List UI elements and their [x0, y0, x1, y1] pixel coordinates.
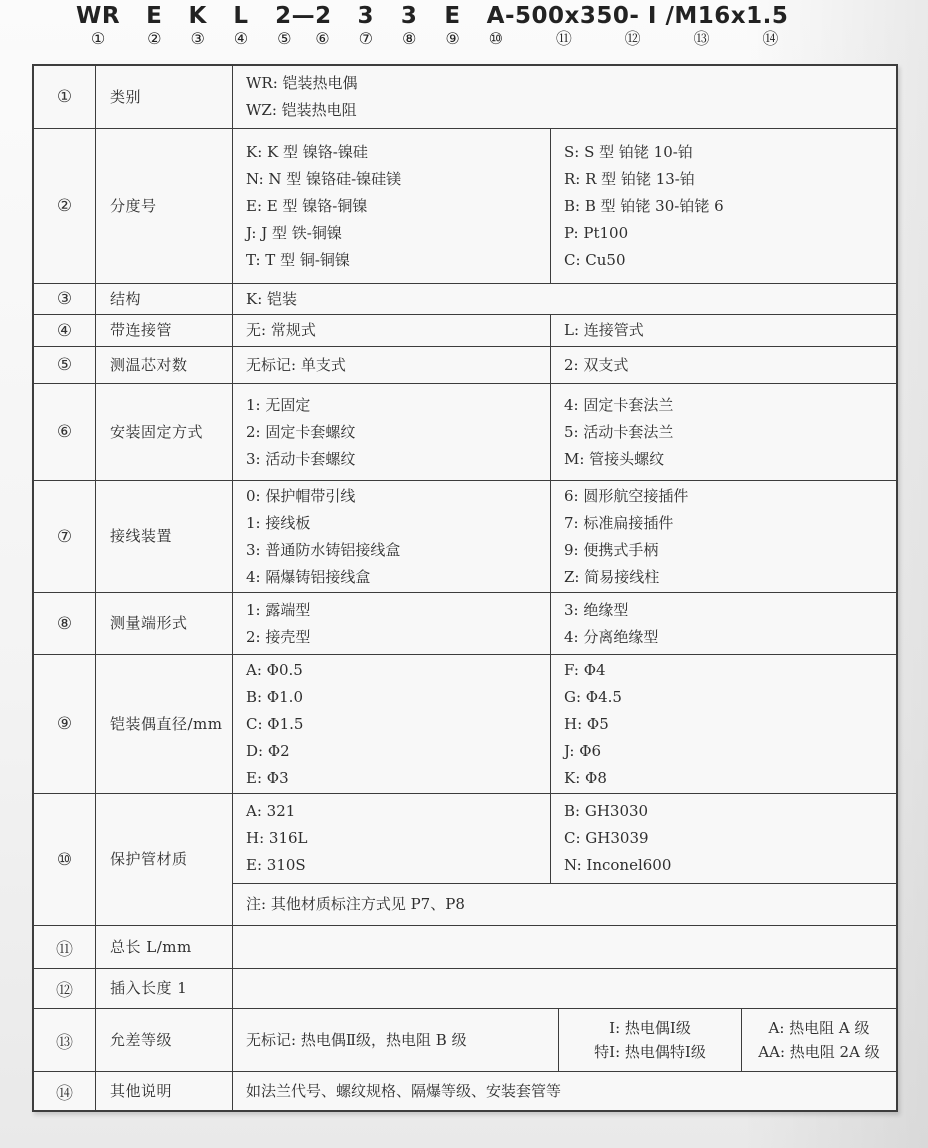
- note-text: 注: 其他材质标注方式见 P7、P8: [246, 895, 465, 913]
- options-left: [233, 655, 551, 793]
- row-label: [96, 969, 233, 1008]
- row-label: [96, 129, 233, 283]
- options-left: [233, 794, 551, 883]
- code-number-row: [76, 29, 120, 48]
- spec-table: [32, 64, 898, 1112]
- row-label-text: 类别: [110, 87, 142, 106]
- row-content: [233, 66, 896, 128]
- code-number: ②: [147, 29, 162, 48]
- option-item: Z: 简易接线柱: [564, 567, 660, 586]
- code-segment: [400, 3, 418, 48]
- option-item: 1: 无固定: [246, 395, 311, 414]
- row-number-glyph: ⑨: [56, 714, 73, 734]
- row-content: [233, 926, 896, 968]
- option-item: C: GH3039: [564, 829, 649, 847]
- option-item: L: 连接管式: [564, 321, 644, 339]
- table-row: [34, 969, 896, 1009]
- code-number: ⑧: [401, 29, 417, 48]
- row-label: [96, 1009, 233, 1071]
- row-content: [233, 1072, 896, 1110]
- options-right: [551, 794, 896, 883]
- tolerance-default: [233, 1009, 559, 1071]
- row-number-glyph: ③: [56, 289, 73, 309]
- row-label-text: 带连接管: [110, 321, 173, 339]
- tolerance-rtd: [742, 1009, 896, 1071]
- option-item: 无标记: 单支式: [246, 355, 346, 374]
- option-item: 无: 常规式: [246, 321, 316, 339]
- row-label: [96, 655, 233, 793]
- option-item: B: B 型 铂铑 30-铂铑 6: [564, 196, 724, 215]
- table-row: [34, 66, 896, 129]
- options-right: [551, 384, 896, 480]
- option-item: A: 热电阻 A 级: [768, 1019, 870, 1037]
- row-number-glyph: ⑤: [56, 355, 73, 375]
- option-item: S: S 型 铂铑 10-铂: [564, 142, 693, 161]
- option-item: H: 316L: [246, 829, 308, 847]
- row-number: [34, 129, 96, 283]
- code-number: ⑥: [315, 29, 330, 48]
- option-item: 无标记: 热电偶Ⅱ级，热电阻 B 级: [246, 1030, 467, 1049]
- table-row: [34, 284, 896, 315]
- option-item: K: 铠装: [246, 289, 298, 308]
- row-label: [96, 315, 233, 346]
- row-number-glyph: ②: [56, 196, 73, 216]
- row-content: [233, 315, 896, 346]
- code-number: ④: [233, 29, 249, 48]
- code-number: ③: [190, 29, 205, 48]
- table-row: [34, 655, 896, 794]
- option-item: C: Φ1.5: [246, 714, 304, 733]
- table-row: [34, 794, 896, 926]
- code-segment-text: A-500x350- Ⅰ /M16x1.5: [486, 3, 789, 29]
- row-number-glyph: ⑥: [56, 422, 73, 442]
- row-content: [233, 794, 896, 925]
- row-number-glyph: ⑪: [56, 939, 73, 960]
- row-content: [233, 593, 896, 654]
- row-number: [34, 284, 96, 314]
- table-row: [34, 384, 896, 481]
- row-label-text: 保护管材质: [110, 850, 188, 868]
- option-item: 0: 保护帽带引线: [246, 486, 356, 505]
- table-row: [34, 1072, 896, 1110]
- code-number: ①: [90, 29, 106, 48]
- options-left: [233, 481, 551, 592]
- row-label-text: 总长 L/mm: [110, 937, 192, 956]
- code-number-row: [188, 29, 206, 48]
- code-segment: [188, 3, 206, 48]
- table-row: [34, 347, 896, 384]
- row-label-text: 接线装置: [110, 527, 173, 545]
- row-label-text: 分度号: [110, 196, 157, 215]
- row-number: [34, 1009, 96, 1071]
- option-item: 3: 普通防水铸铝接线盒: [246, 540, 401, 559]
- row-content: [233, 284, 896, 314]
- option-item: 2: 双支式: [564, 355, 629, 374]
- option-item: 7: 标准扁接插件: [564, 513, 674, 532]
- row-label-text: 测量端形式: [110, 614, 188, 632]
- row-label-text: 测温芯对数: [110, 355, 188, 374]
- table-row: [34, 926, 896, 969]
- row-number: [34, 794, 96, 925]
- row-number-glyph: ①: [56, 87, 73, 107]
- options-right: [551, 481, 896, 592]
- option-item: 4: 分离绝缘型: [564, 627, 659, 646]
- row-number: [34, 481, 96, 592]
- row-label-text: 插入长度 1: [110, 979, 188, 997]
- row-label: [96, 926, 233, 968]
- options-left: [233, 347, 551, 383]
- code-segment: [145, 3, 163, 48]
- table-row: [34, 593, 896, 655]
- code-number: ⑤: [277, 29, 292, 48]
- code-number: ⑪: [555, 29, 572, 48]
- option-item: E: Φ3: [246, 768, 289, 787]
- option-item: E: E 型 镍铬-铜镍: [246, 196, 368, 215]
- options-right: [551, 347, 896, 383]
- option-item: 1: 接线板: [246, 513, 311, 532]
- code-segment-text: 3: [400, 3, 418, 29]
- row-label-text: 安装固定方式: [110, 422, 204, 441]
- row-number: [34, 315, 96, 346]
- row-number-glyph: ⑦: [56, 526, 73, 547]
- options-right: [551, 315, 896, 346]
- option-item: WR: 铠装热电偶: [246, 74, 358, 92]
- code-number-row: [145, 29, 163, 48]
- option-item: AA: 热电阻 2A 级: [758, 1043, 880, 1061]
- tolerance-thermocouple: [559, 1009, 742, 1071]
- option-item: F: Φ4: [564, 660, 606, 679]
- option-item: 如法兰代号、螺纹规格、隔爆等级、安装套管等: [246, 1081, 562, 1100]
- row-label: [96, 593, 233, 654]
- row-number: [34, 1072, 96, 1110]
- code-number: ⑫: [624, 29, 641, 48]
- row-content: [233, 129, 896, 283]
- code-segment-text: K: [188, 3, 207, 29]
- option-item: T: T 型 铜-铜镍: [246, 250, 350, 269]
- option-item: K: Φ8: [564, 768, 607, 787]
- table-row: [34, 315, 896, 347]
- option-item: J: Φ6: [564, 741, 602, 760]
- row-label: [96, 384, 233, 480]
- row-number-glyph: ⑭: [56, 1083, 73, 1104]
- code-number-row: [232, 29, 250, 48]
- material-note: [233, 883, 896, 925]
- option-item: M: 管接头螺纹: [564, 449, 665, 468]
- options-left: [233, 129, 551, 283]
- option-item: J: J 型 铁-铜镍: [246, 223, 342, 242]
- row-content: [233, 1009, 896, 1071]
- option-item: A: Φ0.5: [246, 660, 303, 679]
- code-number-row: [443, 29, 461, 48]
- code-number: ⑬: [693, 29, 710, 48]
- options-left: [233, 384, 551, 480]
- option-item: B: GH3030: [564, 802, 649, 820]
- option-item: 4: 隔爆铸铝接线盒: [246, 567, 371, 586]
- option-item: C: Cu50: [564, 250, 626, 269]
- row-label-text: 允差等级: [110, 1030, 173, 1049]
- code-number-row: [487, 29, 789, 48]
- table-row: [34, 481, 896, 593]
- code-segment: [275, 3, 332, 48]
- code-segment-text: E: [444, 3, 461, 29]
- row-label: [96, 66, 233, 128]
- options-right: [551, 129, 896, 283]
- option-item: 2: 固定卡套螺纹: [246, 422, 356, 441]
- row-label-text: 结构: [110, 289, 142, 308]
- option-item: D: Φ2: [246, 741, 290, 760]
- code-segment-text: L: [233, 3, 249, 29]
- row-number-glyph: ⑧: [56, 613, 73, 634]
- row-label: [96, 794, 233, 925]
- table-row: [34, 129, 896, 284]
- row-number-glyph: ④: [56, 320, 73, 341]
- code-segment-text: 2—2: [275, 3, 332, 29]
- option-item: R: R 型 铂铑 13-铂: [564, 169, 695, 188]
- row-number: [34, 926, 96, 968]
- code-number-row: [357, 29, 375, 48]
- options-left: [233, 315, 551, 346]
- row-label: [96, 284, 233, 314]
- row-label: [96, 347, 233, 383]
- row-number: [34, 969, 96, 1008]
- row-number-glyph: ⑫: [56, 981, 73, 1001]
- code-segment: [487, 3, 789, 48]
- option-item: H: Φ5: [564, 714, 609, 733]
- options-left: [233, 593, 551, 654]
- option-item: 特Ⅰ: 热电偶特Ⅰ级: [594, 1043, 706, 1061]
- row-number: [34, 593, 96, 654]
- code-number-row: [400, 29, 418, 48]
- option-item: 2: 接壳型: [246, 627, 311, 646]
- option-item: 3: 绝缘型: [564, 600, 629, 619]
- code-number: ⑩: [488, 29, 504, 48]
- row-label-text: 其他说明: [110, 1081, 173, 1100]
- code-number-row: [275, 29, 332, 48]
- option-item: N: Inconel600: [564, 856, 672, 874]
- option-item: Ⅰ: 热电偶Ⅰ级: [609, 1019, 691, 1037]
- options-right: [551, 593, 896, 654]
- option-item: N: N 型 镍铬硅-镍硅镁: [246, 169, 402, 188]
- option-item: 4: 固定卡套法兰: [564, 395, 674, 414]
- option-item: P: Pt100: [564, 223, 629, 242]
- row-content: [233, 655, 896, 793]
- option-item: 1: 露端型: [246, 600, 311, 619]
- options-right: [551, 655, 896, 793]
- code-segment: [357, 3, 375, 48]
- row-label: [96, 1072, 233, 1110]
- code-segment: [443, 3, 461, 48]
- row-content: [233, 481, 896, 592]
- code-segment: [232, 3, 250, 48]
- row-number-glyph: ⑩: [56, 849, 73, 870]
- code-segment-text: 3: [357, 3, 375, 29]
- row-label-text: 铠装偶直径/mm: [110, 714, 223, 733]
- code-segment: [76, 3, 120, 48]
- row-number: [34, 384, 96, 480]
- row-label: [96, 481, 233, 592]
- row-content: [233, 969, 896, 1008]
- row-content: [233, 384, 896, 480]
- code-segment-text: WR: [76, 3, 121, 29]
- row-number: [34, 655, 96, 793]
- option-item: G: Φ4.5: [564, 687, 622, 706]
- code-segment-text: E: [146, 3, 163, 29]
- row-number-glyph: ⑬: [56, 1032, 73, 1053]
- table-row: [34, 1009, 896, 1072]
- code-number: ⑭: [762, 29, 779, 48]
- code-number: ⑦: [358, 29, 373, 48]
- row-content: [233, 347, 896, 383]
- row-number: [34, 66, 96, 128]
- option-item: K: K 型 镍铬-镍硅: [246, 142, 368, 161]
- option-item: WZ: 铠装热电阻: [246, 101, 357, 119]
- option-item: B: Φ1.0: [246, 687, 303, 706]
- option-item: 9: 便携式手柄: [564, 540, 659, 559]
- option-item: 6: 圆形航空接插件: [564, 486, 689, 505]
- option-item: A: 321: [246, 802, 296, 820]
- option-item: 5: 活动卡套法兰: [564, 422, 674, 441]
- code-number: ⑨: [445, 29, 460, 48]
- option-item: E: 310S: [246, 856, 306, 874]
- row-number: [34, 347, 96, 383]
- model-code: [76, 3, 788, 48]
- option-item: 3: 活动卡套螺纹: [246, 449, 356, 468]
